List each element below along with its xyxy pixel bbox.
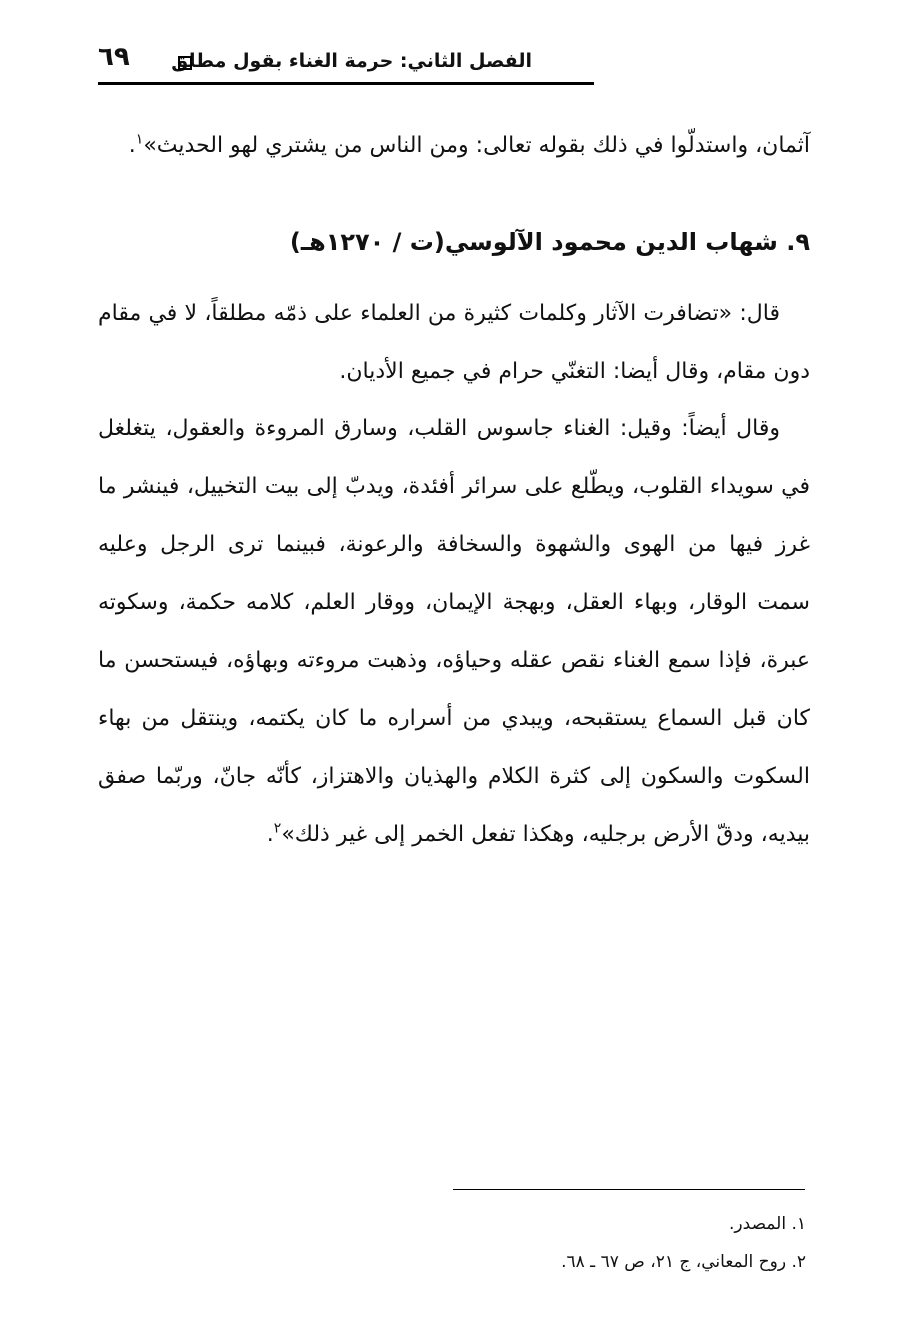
carry-over-paragraph: [98, 117, 810, 175]
also-paragraph-end: .: [266, 822, 274, 847]
footnote-2: ٢. روح المعاني، ج ٢١، ص ٦٧ ـ ٦٨.: [561, 1252, 806, 1272]
chapter-title: الفصل الثاني: حرمة الغناء بقول مطلق: [171, 50, 532, 72]
section-heading: ٩. شهاب الدين محمود الآلوسي(ت / ١٢٧٠هـ): [289, 228, 810, 256]
also-paragraph-text: وقال أيضاً: وقيل: الغناء جاسوس القلب، وسارق المروءة والعقول، يتغلغل في سويداء القلوب، ويطّلع على سرائر أفئدة، ويدبّ إلى بيت التخييل، فينشر ما غرز فيها من الهوى والشهوة والسخافة والرعونة، فبينما ترى الرجل وعليه سمت الوقار، وبهاء العقل، وبهجة الإيمان، ووقار العلم، كلامه حكمة، وسكوته عبرة، فإذا سمع الغناء نقص عقله وحياؤه، وذهبت مروءته وبهاؤه، فيستحسن ما كان قبل السماع يستقبحه، ويبدي من أسراره ما كان يكتمه، وينتقل من بهاء السكوت والسكون إلى كثرة الكلام والهذيان والاهتزاز، كأنّه جانّ، وربّما صفق بيديه، ودقّ الأرض برجليه، وهكذا تفعل الخمر إلى غير ذلك»: [98, 416, 810, 847]
footnote-divider: [453, 1189, 805, 1190]
footnote-ref-2: ٢: [273, 820, 282, 837]
page-number: ٦٩: [98, 42, 130, 72]
footnote-1: ١. المصدر.: [729, 1214, 806, 1234]
footnotes: [106, 1205, 806, 1281]
footnote-ref-1: ١: [135, 131, 144, 148]
square-ornament-icon: [178, 56, 192, 70]
also-paragraph: [98, 400, 810, 864]
running-header: [98, 40, 594, 85]
carry-over-text: آثمان، واستدلّوا في ذلك بقوله تعالى: ومن الناس من يشتري لهو الحديث»: [143, 133, 810, 158]
carry-over-end: .: [128, 133, 136, 158]
quote-paragraph: قال: «تضافرت الآثار وكلمات كثيرة من العلماء على ذمّه مطلقاً، لا في مقام دون مقام، وقال أيضا: التغنّي حرام في جميع الأديان.: [98, 301, 810, 384]
